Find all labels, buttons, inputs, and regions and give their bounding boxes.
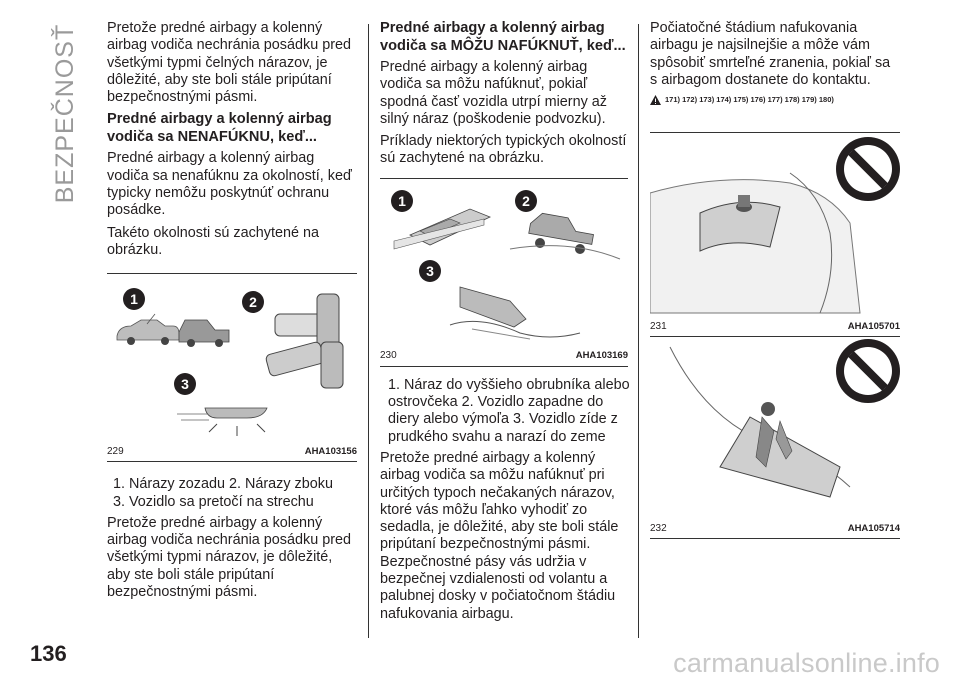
badge-2: 2 — [522, 192, 530, 209]
warning-references: 171) 172) 173) 174) 175) 176) 177) 178) 179) 180) — [650, 91, 900, 108]
figure-code: AHA105714 — [847, 522, 900, 534]
figure-number: 229 — [107, 445, 124, 457]
column-3 — [650, 20, 900, 534]
figure-230 — [380, 178, 628, 367]
figure-229 — [107, 273, 357, 462]
illustration-dashboard-airbag — [650, 133, 900, 324]
badge-1: 1 — [130, 291, 138, 308]
badge-3: 3 — [181, 376, 189, 393]
figure-code: AHA103156 — [304, 445, 357, 457]
figure-code: AHA103169 — [575, 350, 628, 362]
badge-1: 1 — [398, 192, 406, 209]
legend-line: 1. Nárazy zozadu 2. Nárazy zboku — [113, 476, 333, 493]
warning-triangle-icon — [650, 95, 661, 105]
illustration-knee-airbag — [650, 337, 900, 526]
column-divider — [638, 24, 639, 638]
section-tab: BEZPEČNOSŤ — [51, 23, 80, 203]
paragraph: Takéto okolnosti sú zachytené na obrázku. — [107, 224, 319, 258]
paragraph: Predné airbagy a kolenný airbag vodiča sa môžu nafúknuť, pokiaľ spodná časť vozidla utrpí mierny až silný náraz (poškodenie podvozku). — [380, 59, 607, 127]
figure-code: AHA105701 — [847, 320, 900, 332]
figure-number: 232 — [650, 522, 667, 534]
column-divider — [368, 24, 369, 638]
figure-number: 230 — [380, 350, 397, 362]
paragraph: Príklady niektorých typických okolností sú zachytené na obrázku. — [380, 133, 627, 167]
illustration-crash-types — [107, 274, 357, 449]
legend-line: 3. Vozidlo sa pretočí na strechu — [113, 493, 314, 510]
paragraph: Počiatočné štádium nafukovania airbagu je najsilnejšie a môže vám spôsobiť smrteľné zranenia, pokiaľ sa s airbagom dostanete do kontaktu. — [650, 20, 891, 88]
legend: 1. Náraz do vyššieho obrubníka alebo ostrovčeka 2. Vozidlo zapadne do diery alebo výmoľa 3. Vozidlo zíde z prudkého svahu a narazí do zeme — [388, 376, 630, 445]
paragraph: Predné airbagy a kolenný airbag vodiča sa nenafúknu za okolností, keď typicky nemôžu poskytnúť ochranu posádke. — [107, 150, 352, 219]
subheading: Predné airbagy a kolenný airbag vodiča sa NENAFÚKNU, keď... — [107, 111, 332, 145]
subheading: Predné airbagy a kolenný airbag vodiča sa MÔŽU NAFÚKNUŤ, keď... — [380, 20, 626, 54]
illustration-underbody-impacts — [380, 179, 628, 354]
paragraph: Pretože predné airbagy a kolenný airbag vodiča nechránia posádku pred všetkými typmi nárazov, je dôležité, aby ste boli stále pripútaní bezpečnostnými pásmi. — [107, 514, 352, 601]
paragraph: Pretože predné airbagy a kolenný airbag vodiča sa môžu nafúknuť pri určitých typoch nečakaných nárazov, ktoré vás môžu ľahko vyhodiť zo sedadla, je dôležité, aby ste boli stále pripútaní bezpečnostnými pásmi. Bezpečnostné pásy vás udržia v bezpečnej vzdialenosti od volantu a palubnej dosky v počiatočnom štádiu nafukovania airbagu. — [380, 449, 619, 622]
badge-2: 2 — [249, 294, 257, 311]
figure-231 — [650, 132, 900, 337]
figure-number: 231 — [650, 320, 667, 332]
column-2 — [380, 20, 630, 628]
paragraph: Pretože predné airbagy a kolenný airbag vodiča nechránia posádku pred všetkými typmi čelných nárazov, je dôležité, aby ste boli stále pripútaní bezpečnostnými pásmi. — [107, 20, 352, 106]
badge-3: 3 — [426, 262, 434, 279]
watermark: carmanualsonline.info — [673, 648, 940, 678]
page-number: 136 — [30, 641, 67, 666]
column-1 — [107, 20, 357, 606]
figure-232 — [650, 336, 900, 539]
